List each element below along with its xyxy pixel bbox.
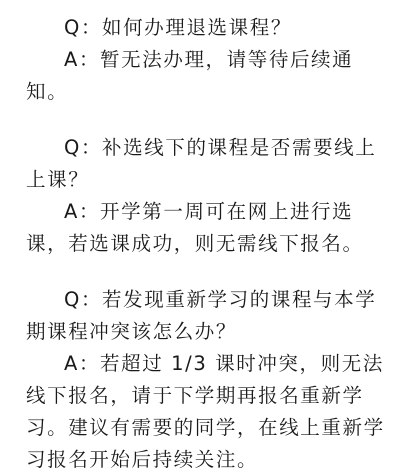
faq-answer: A：暂无法办理，请等待后续通知。	[26, 48, 354, 103]
faq-answer: A：开学第一周可在网上进行选课，若选课成功，则无需线下报名。	[26, 200, 364, 255]
faq-question: Q：补选线下的课程是否需要线上上课？	[26, 136, 377, 191]
faq-question: Q：若发现重新学习的课程与本学期课程冲突该怎么办？	[26, 288, 377, 343]
faq-answer: A：若超过 1/3 课时冲突，则无法线下报名，请于下学期再报名重新学习。建议有需要的同学，在线上重新学习报名开始后持续关注。	[26, 352, 385, 471]
faq-question: Q：如何办理退选课程？	[64, 16, 292, 39]
faq-item-2	[26, 132, 392, 260]
faq-item-1	[26, 12, 392, 108]
faq-item-3	[26, 284, 392, 476]
